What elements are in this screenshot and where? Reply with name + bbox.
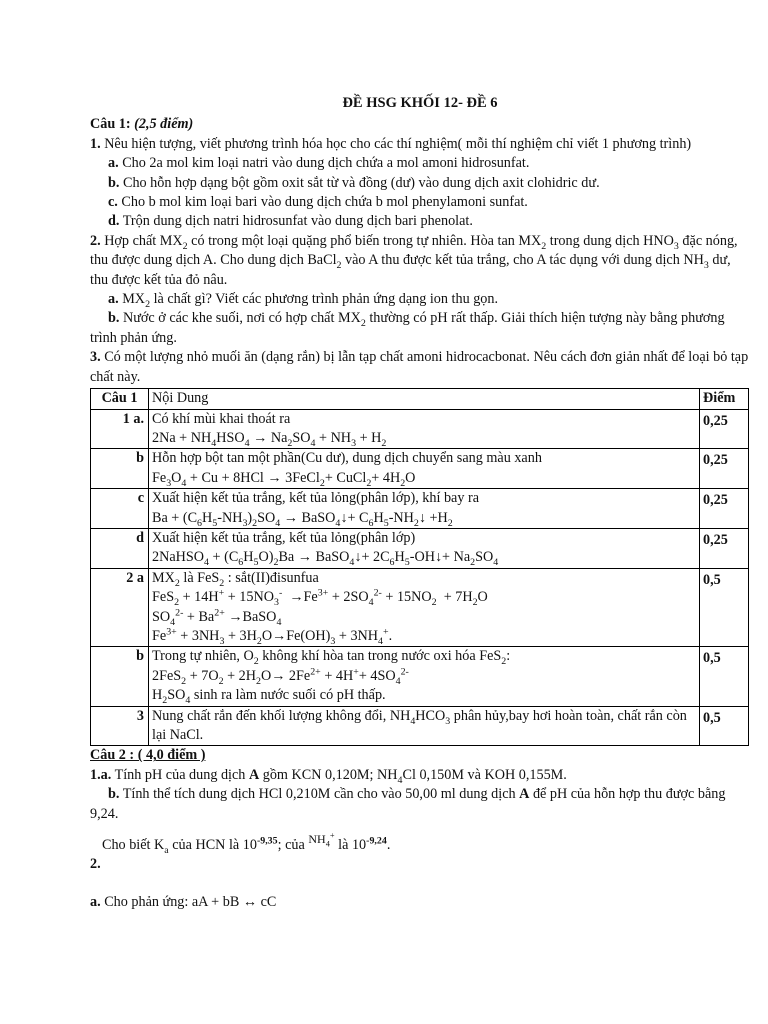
text: sinh ra làm nước suối có pH thấp. [190,687,386,704]
equation: $2Na + NH_4HSO_4 \to Na_2SO_4 + NH_3 + H_2$ [152,429,387,449]
row-number: 1 a. [91,409,149,449]
q1-part2-number: 2. [90,232,101,249]
text: A [519,786,530,803]
row-text: $H_2SO_4$ sinh ra làm nước suối có pH thấp. [152,687,386,707]
text: -9,24 [366,835,387,847]
question-1-label: Câu 1: [90,116,131,133]
page-title: ĐỀ HSG KHỐI 12- ĐỀ 6 [342,95,498,111]
q1-item-c [90,193,750,212]
text: Cho phản ứng: aA + bB ↔ cC [100,893,277,910]
table-row [91,489,749,529]
text: ; của [277,837,309,854]
text: đặc nóng, thu được dung dịch A. Cho dung dịch BaCl [90,232,738,269]
row-score: 0,25 [700,528,749,568]
text: Tính thể tích dung dịch HCl 0,210M cần cho vào 50,00 ml dung dịch [119,786,520,803]
row-content [149,568,700,647]
text: của HCN là 10 [168,837,257,854]
header-diem: Điểm [700,389,749,409]
item-key: d. [108,213,120,230]
header-noi-dung: Nội Dung [149,389,700,409]
row-number: b [91,647,149,706]
question-1-heading [90,115,750,134]
row-text: Hỗn hợp bột tan một phần(Cu dư), dung dịch chuyển sang màu xanh [152,450,542,467]
text: để pH của hỗn hợp thu được bằng 9,24. [90,786,726,822]
q2-part2 [90,855,750,874]
text: HCO [415,707,446,724]
row-number: b [91,449,149,489]
text: Hợp chất MX [104,232,183,249]
item-key: 1.a. [90,766,112,783]
q2-part1b [90,785,750,824]
item-key: a. [90,893,101,910]
q1-item-b [90,174,750,193]
row-score: 0,25 [700,409,749,449]
row-score: 0,5 [700,647,749,706]
q1-part1-text: Nêu hiện tượng, viết phương trình hóa học cho các thí nghiệm( mỗi thí nghiệm chỉ viết 1 phương trình) [104,135,692,152]
row-score: 0,5 [700,706,749,746]
row-text: Xuất hiện kết tủa trắng, kết tủa lỏng(phân lớp), khí bay ra [152,490,480,507]
text: . [386,837,391,854]
table-row [91,568,749,647]
table-row [91,528,749,568]
row-text: Xuất hiện kết tủa trắng, kết tủa lỏng(phân lớp) [152,529,416,546]
row-number: d [91,528,149,568]
q1-part2-a: a. $MX_2$ là chất gì? Viết các phương trình phản ứng dạng ion thu gọn. [108,291,499,310]
table-row [91,449,749,489]
text: là 10 [334,837,367,854]
q1-part3 [90,348,750,387]
text: dư, thu được kết tủa đỏ nâu. [90,252,731,288]
equation: $FeS_2 + 14H^+ + 15NO_3^- \to Fe^{3+} + 2SO_4^{2-} + 15NO_2 + 7H_2O$ [152,587,488,608]
q1-item-d [90,212,750,231]
item-key: c. [108,194,118,211]
row-number: 3 [91,706,149,746]
header-cau: Câu 1 [91,389,149,409]
equation: $Fe^{3+} + 3NH_3 + 3H_2O\to Fe(OH)_3 + 3NH_4^+$. [152,626,393,647]
text: Nước ở các khe suối, nơi có hợp chất MX [119,310,361,327]
row-text: Trong tự nhiên, $O_2$ không khí hòa tan trong nước oxi hóa FeS$_2$: [152,648,511,668]
item-text: Cho b mol kim loại bari vào dung dịch chứa b mol phenylamoni sunfat. [121,194,528,211]
row-score: 0,25 [700,489,749,529]
q2-given-constants [90,831,750,856]
text: là FeS [179,569,220,586]
text: Trong tự nhiên, O [152,648,254,665]
table-row [91,409,749,449]
text: thường có pH rất thấp. Giải thích hiện tượng này bằng phương trình phản ứng. [90,310,725,346]
answer-table [90,388,749,746]
q2-part2-number: 2. [90,856,101,873]
row-number: 2 a [91,568,149,647]
q1-item-a [90,154,750,173]
equation: $2FeS_2 + 7O_2 + 2H_2O\to 2Fe^{2+} + 4H^++ 4SO_4^{2-}$ [152,666,409,687]
equation: 2NaHSO$_4$ + $(C_6H_5O)_2Ba$ → BaSO$_4$↓+ $2C_6H_5-OH↓+ Na_2SO_4$ [152,549,499,569]
q2-part1a: 1.a. Tính pH của dung dịch A gồm KCN 0,120M; $NH_4Cl$ 0,150M và KOH 0,155M. [90,766,567,786]
answer-table-header [91,389,749,409]
item-key: a. [108,291,119,308]
item-key: b. [108,786,120,803]
row-content [149,528,700,568]
equation: $Ba + (C_6H_5-NH_3)_2SO_4$ → BaSO$_4$↓+ $C_6H_5-NH_2↓ +H_2$ [152,509,453,529]
equation: $Fe_3O_4 + Cu + 8HCl$ → 3FeCl$_2$+ CuCl$_2$+ $4H_2O$ [152,469,416,489]
item-key: a. [108,155,119,172]
table-row [91,706,749,746]
text: MX [152,569,175,586]
question-1-points: (2,5 điểm) [134,116,194,133]
text: vào A thu được kết tủa trắng, cho A tác dụng với dung dịch NH [341,252,704,269]
item-text: Trộn dung dịch natri hidrosunfat vào dung dịch bari phenolat. [122,213,473,230]
ammonium-formula: $NH_4^+$ [308,831,335,849]
q1-part3-text: Có một lượng nhỏ muối ăn (dạng rắn) bị lẫn tạp chất amoni hidrocacbonat. Nêu cách đơn giản nhất để loại bỏ tạp chất này. [90,349,749,385]
text: phân hủy,bay hơi hoàn toàn, chất rắn còn lại NaCl. [152,707,687,743]
item-key: b. [108,174,120,191]
row-content [149,489,700,529]
item-text: Cho hỗn hợp dạng bột gồm oxit sắt từ và đồng (dư) vào dung dịch axit clohidric dư. [122,174,600,191]
q2-part2a [90,893,750,912]
text: -9,35 [256,835,278,847]
row-text: Có khí mùi khai thoát ra [152,410,291,427]
row-content [149,449,700,489]
row-content [149,647,700,706]
q1-part2-b: b. Nước ở các khe suối, nơi có hợp chất $MX_2$ thường có pH rất thấp. Giải thích hiện tượng này bằng phương trình phản ứng. [90,310,725,346]
q1-part3-number: 3. [90,349,101,366]
text: Nung chất rắn đến khối lượng không đổi, NH [152,707,411,724]
q1-part1 [90,135,750,154]
q1-part2: 2. Hợp chất $MX_2$ có trong một loại quặng phổ biến trong tự nhiên. Hòa $\tan MX_2$ trong dung dịch $HNO_3$ đặc nóng, thu được dung dịch A. Cho dung dịch BaCl$_2$ vào A thu được kết tủa trắng, cho A tác dụng với dung dịch $NH_3$ dư, thu được kết tủa đỏ nâu. [90,232,738,288]
item-key: b. [108,310,120,327]
question-2-label: Câu 2 : ( 4,0 điểm ) [90,747,206,764]
question-2-heading [90,746,750,765]
row-content [149,706,700,746]
text: MX [118,291,146,308]
text: gồm KCN 0,120M; NH [259,766,398,783]
text: A [248,766,260,783]
row-text: $MX_2$ là FeS$_2$ : sắt(II)đisunfua [152,569,319,589]
row-number: c [91,489,149,529]
row-score: 0,5 [700,568,749,647]
text: trong dung dịch HNO [546,232,674,249]
text: : sắt(II)đisunfua [224,569,319,586]
text: Tính pH của dung dịch [111,766,249,783]
text: có trong một loại quặng phổ biến trong tự nhiên. Hòa tan MX [187,232,542,249]
item-text: Cho 2a mol kim loại natri vào dung dịch chứa a mol amoni hidrosunfat. [122,155,530,172]
text: a [164,844,169,856]
document-page [90,94,750,912]
row-text: Nung chất rắn đến khối lượng không đổi, $NH_4HCO_3$ phân hủy,bay hơi hoàn toàn, chất rắn còn lại NaCl. [152,707,687,743]
text: : [506,648,511,665]
table-row [91,647,749,706]
text: không khí hòa tan trong nước oxi hóa FeS [258,648,502,665]
equation: $SO_4^{2-} + Ba^{2+}$ →BaSO$_4$ [152,606,282,628]
text: Cl 0,150M và KOH 0,155M. [402,766,567,783]
row-score: 0,25 [700,449,749,489]
q1-part1-number: 1. [90,135,101,152]
text: Cho biết K [102,837,165,854]
row-content [149,409,700,449]
text: là chất gì? Viết các phương trình phản ứng dạng ion thu gọn. [150,291,499,308]
